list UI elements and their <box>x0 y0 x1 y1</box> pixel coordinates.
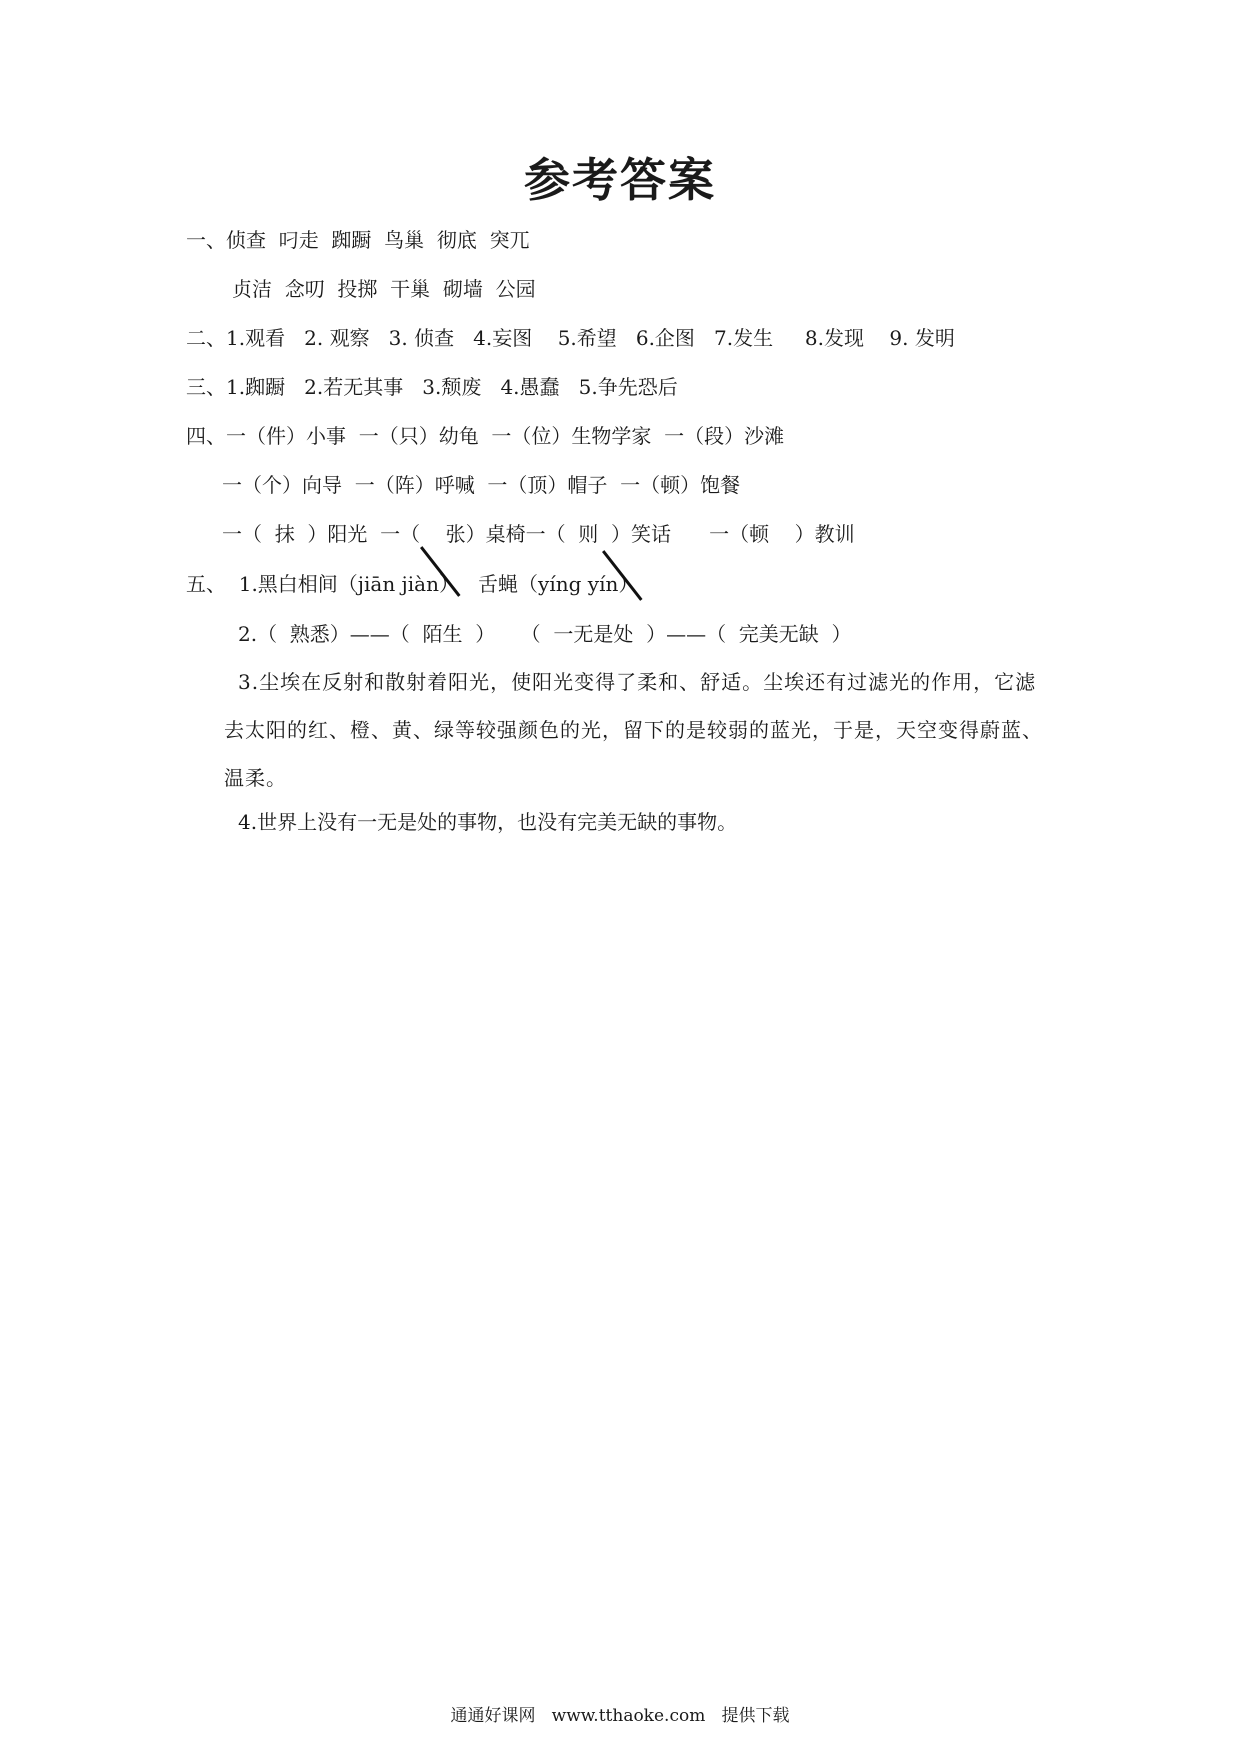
section-1-row-2: 贞洁 念叨 投掷 干巢 砌墙 公园 <box>232 277 536 301</box>
section-2: 二、1.观看 2. 观察 3. 侦查 4.妄图 5.希望 6.企图 7.发生 8.发现 9. 发明 <box>186 326 955 350</box>
section-5-item-3: 3.尘埃在反射和散射着阳光，使阳光变得了柔和、舒适。尘埃还有过滤光的作用，它滤去太阳的红、橙、黄、绿等较强颜色的光，留下的是较弱的蓝光，于是，天空变得蔚蓝、温柔。 <box>224 670 1043 790</box>
section-5-item-1: 五、 1.黑白相间（jiān jiàn） 舌蝇（yíng yín） <box>186 572 639 596</box>
section-4-row-1: 四、一（件）小事 一（只）幼龟 一（位）生物学家 一（段）沙滩 <box>186 424 785 448</box>
section-3: 三、1.踟蹰 2.若无其事 3.颓废 4.愚蠢 5.争先恐后 <box>186 375 678 399</box>
footer-credit: 通通好课网 www.tthaoke.com 提供下载 <box>450 1706 790 1726</box>
page-title: 参考答案 <box>524 153 716 207</box>
section-4-row-2: 一（个）向导 一（阵）呼喊 一（顶）帽子 一（顿）饱餐 <box>222 473 741 497</box>
section-5-item-2: 2.（ 熟悉）——（ 陌生 ） （ 一无是处 ）——（ 完美无缺 ） <box>238 622 852 646</box>
section-5-item-4: 4.世界上没有一无是处的事物，也没有完美无缺的事物。 <box>238 810 738 834</box>
section-1-row-1: 一、侦查 叼走 踟蹰 鸟巢 彻底 突兀 <box>186 228 530 252</box>
section-4-row-3: 一（ 抹 ）阳光 一（ 张）桌椅一（ 则 ）笑话 一（顿 ）教训 <box>222 522 855 546</box>
